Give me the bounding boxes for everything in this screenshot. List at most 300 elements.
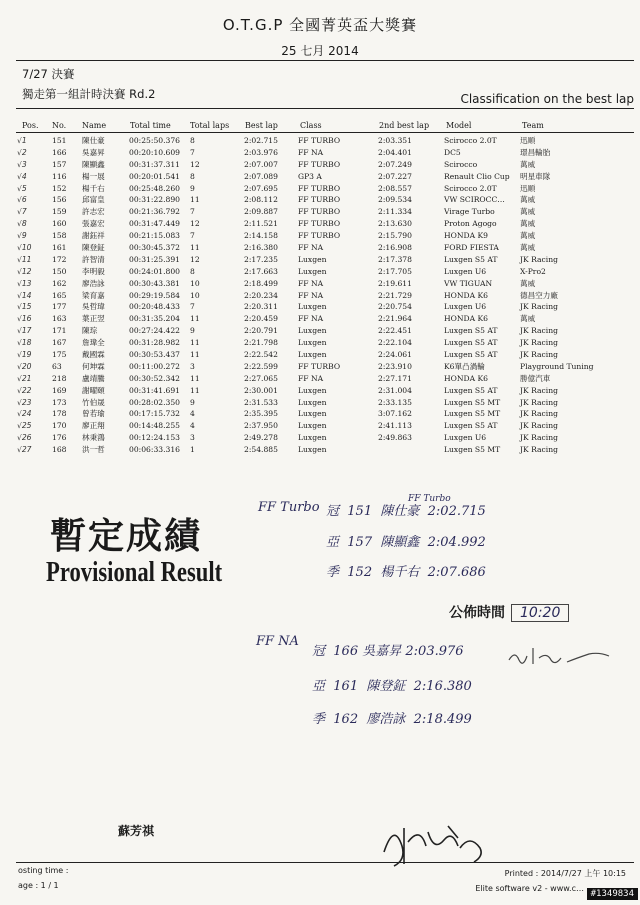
cell-second: 2:27.171 [378, 373, 412, 383]
table-row [0, 397, 640, 409]
cell-second: 2:31.004 [378, 385, 412, 395]
cell-name: 葉正翌 [82, 314, 105, 324]
cell-pos: √4 [17, 171, 27, 181]
top-divider [16, 60, 634, 61]
cell-time: 00:27:24.422 [129, 326, 181, 336]
cell-model: Luxgen S5 AT [444, 385, 498, 395]
cell-time: 00:31:47.449 [129, 219, 181, 229]
col-total-laps: Total laps [190, 121, 230, 130]
footer-divider [16, 862, 634, 863]
cell-best: 2:27.065 [244, 373, 278, 383]
cell-name: 楊一展 [82, 171, 105, 181]
ff-na-2nd: 亞 161 陳登鉦 2:16.380 [312, 679, 472, 694]
cell-pos: √13 [17, 278, 32, 288]
cell-cls: FF TURBO [298, 231, 341, 241]
cell-second: 2:09.534 [378, 195, 412, 205]
cell-team: JK Racing [520, 421, 558, 431]
cell-model: DC5 [444, 147, 461, 157]
cell-model: Luxgen S5 MT [444, 397, 501, 407]
cell-laps: 12 [190, 254, 200, 264]
cell-time: 00:31:28.982 [129, 338, 181, 348]
table-row [0, 444, 640, 456]
cell-second: 2:04.401 [378, 147, 412, 157]
cell-no: 175 [52, 350, 67, 360]
cell-laps: 8 [190, 266, 195, 276]
cell-name: 竹伯晟 [82, 397, 105, 407]
cell-best: 2:14.158 [244, 231, 278, 241]
cell-laps: 11 [190, 314, 200, 324]
cell-team: 萬威 [520, 159, 536, 169]
cell-name: 謝曜頤 [82, 385, 105, 395]
cell-cls: GP3 A [298, 171, 322, 181]
table-row [0, 171, 640, 183]
cell-laps: 9 [190, 397, 195, 407]
col-best-lap: Best lap [245, 121, 278, 130]
table-row [0, 373, 640, 385]
cell-model: HONDA K6 [444, 314, 488, 324]
cell-best: 2:16.380 [244, 243, 278, 253]
table-row [0, 301, 640, 313]
results-table [0, 135, 640, 456]
cell-best: 2:21.798 [244, 338, 278, 348]
cell-pos: √3 [17, 159, 27, 169]
cell-best: 2:03.976 [244, 147, 278, 157]
cell-time: 00:21:15.083 [129, 231, 181, 241]
cell-time: 00:24:01.800 [129, 266, 181, 276]
page-count: age : 1 / 1 [18, 881, 59, 890]
cell-laps: 9 [190, 326, 195, 336]
event-date: 25 七月 2014 [281, 44, 359, 58]
cell-team: JK Racing [520, 385, 558, 395]
cell-cls: FF TURBO [298, 136, 341, 145]
cell-second: 2:11.334 [378, 207, 412, 217]
cell-laps: 11 [190, 338, 200, 348]
table-row [0, 325, 640, 337]
cell-name: 李明毅 [82, 266, 105, 276]
cell-model: HONDA K6 [444, 373, 488, 383]
cell-time: 00:21:36.792 [129, 207, 181, 217]
cell-name: 許志宏 [82, 207, 105, 217]
cell-time: 00:14:48.255 [129, 421, 181, 431]
cell-laps: 11 [190, 350, 200, 360]
table-row [0, 159, 640, 171]
cell-second: 2:03.351 [378, 136, 412, 145]
cell-best: 2:07.007 [244, 159, 278, 169]
header-divider [16, 108, 634, 109]
cell-best: 2:07.695 [244, 183, 278, 193]
cell-pos: √12 [17, 266, 32, 276]
cell-cls: Luxgen [298, 326, 327, 336]
ff-turbo-label: FF Turbo [258, 500, 320, 515]
cell-best: 2:08.112 [244, 195, 278, 205]
table-row [0, 349, 640, 361]
cell-name: 何坤霖 [82, 361, 105, 371]
ff-na-1st: 冠 166 吳嘉昇 2:03.976 [312, 644, 464, 659]
cell-team: JK Racing [520, 302, 558, 312]
cell-time: 00:17:15.732 [129, 409, 181, 419]
cell-no: 156 [52, 195, 67, 205]
cell-laps: 7 [190, 231, 195, 241]
initials-signature [505, 640, 615, 670]
cell-model: Luxgen S5 AT [444, 338, 498, 348]
cell-pos: √23 [17, 397, 32, 407]
cell-pos: √27 [17, 445, 32, 455]
cell-model: Luxgen S5 AT [444, 254, 498, 264]
cell-no: 161 [52, 243, 67, 253]
col-class: Class [300, 121, 322, 130]
cell-second: 3:07.162 [378, 409, 412, 419]
cell-cls: Luxgen [298, 421, 327, 431]
cell-name: 戴國霖 [82, 350, 105, 360]
cell-laps: 7 [190, 207, 195, 217]
cell-cls: FF TURBO [298, 219, 341, 229]
cell-model: Luxgen U6 [444, 433, 487, 443]
col-model: Model [446, 121, 472, 130]
cell-second: 2:16.908 [378, 243, 412, 253]
table-row [0, 266, 640, 278]
cell-laps: 1 [190, 445, 195, 455]
cell-best: 2:17.235 [244, 254, 278, 264]
cell-laps: 9 [190, 183, 195, 193]
cell-cls: Luxgen [298, 338, 327, 348]
cell-laps: 3 [190, 433, 195, 443]
cell-no: 160 [52, 219, 67, 229]
cell-laps: 12 [190, 219, 200, 229]
cell-team: 德昌空力廠 [520, 290, 558, 300]
cell-time: 00:31:35.204 [129, 314, 181, 324]
cell-no: 63 [52, 361, 62, 371]
cell-pos: √21 [17, 373, 32, 383]
cell-model: Virage Turbo [444, 207, 495, 217]
cell-second: 2:21.729 [378, 290, 412, 300]
table-row [0, 385, 640, 397]
cell-cls: FF NA [298, 243, 324, 253]
cell-name: 謝鈺祥 [82, 231, 105, 241]
table-row [0, 254, 640, 266]
cell-pos: √24 [17, 409, 32, 419]
software-credit: Elite software v2 - www.c… [475, 884, 584, 893]
cell-model: FORD FIESTA [444, 243, 499, 253]
cell-second: 2:21.964 [378, 314, 412, 324]
table-row [0, 337, 640, 349]
ff-na-label: FF NA [256, 634, 299, 649]
cell-second: 2:20.754 [378, 302, 412, 312]
cell-team: JK Racing [520, 433, 558, 443]
cell-second: 2:13.630 [378, 219, 412, 229]
cell-team: JK Racing [520, 445, 558, 455]
cell-best: 2:17.663 [244, 266, 278, 276]
cell-name: 楊千右 [82, 183, 105, 193]
cell-name: 廖浩詠 [82, 278, 105, 288]
cell-best: 2:31.533 [244, 397, 278, 407]
cell-name: 林秉鴻 [82, 433, 105, 443]
cell-model: Proton Agogo [444, 219, 497, 229]
cell-time: 00:12:24.153 [129, 433, 181, 443]
cell-team: 萬威 [520, 243, 536, 253]
cell-model: Scirocco 2.0T [444, 136, 497, 145]
cell-name: 梁育嘉 [82, 290, 105, 300]
cell-pos: √11 [17, 254, 32, 264]
cell-model: Renault Clio Cup [444, 171, 510, 181]
table-row [0, 313, 640, 325]
cell-model: Luxgen S5 AT [444, 421, 498, 431]
table-row [0, 218, 640, 230]
cell-laps: 4 [190, 409, 195, 419]
cell-pos: √20 [17, 361, 32, 371]
cell-no: 159 [52, 207, 67, 217]
table-row [0, 290, 640, 302]
cell-second: 2:22.451 [378, 326, 412, 336]
cell-no: 165 [52, 290, 67, 300]
cell-laps: 3 [190, 361, 195, 371]
cell-laps: 10 [190, 278, 200, 288]
cell-no: 176 [52, 433, 67, 443]
cell-no: 178 [52, 409, 67, 419]
cell-name: 廖正翔 [82, 421, 105, 431]
cell-time: 00:20:48.433 [129, 302, 181, 312]
cell-pos: √7 [17, 207, 27, 217]
cell-pos: √26 [17, 433, 32, 443]
cell-pos: √10 [17, 243, 32, 253]
cell-name: 洪一哲 [82, 445, 105, 455]
cell-cls: FF TURBO [298, 195, 341, 205]
image-id-badge: #1349834 [587, 888, 638, 900]
cell-team: 萬威 [520, 207, 536, 217]
cell-pos: √22 [17, 385, 32, 395]
cell-no: 152 [52, 183, 67, 193]
cell-team: 璟昌輪胎 [520, 147, 551, 157]
cell-name: 詹瑋全 [82, 338, 105, 348]
cell-team: Playground Tuning [520, 361, 594, 371]
cell-second: 2:22.104 [378, 338, 412, 348]
cell-no: 116 [52, 171, 67, 181]
col-name: Name [82, 121, 107, 130]
cell-cls: FF NA [298, 373, 324, 383]
cell-team: JK Racing [520, 409, 558, 419]
cell-model: Scirocco 2.0T [444, 183, 497, 193]
cell-team: 迅順 [520, 136, 536, 145]
cell-no: 166 [52, 147, 67, 157]
cell-best: 2:22.599 [244, 361, 278, 371]
col-second-best: 2nd best lap [379, 121, 430, 130]
official-signature [378, 812, 488, 874]
cell-cls: FF NA [298, 278, 324, 288]
cell-time: 00:31:41.691 [129, 385, 181, 395]
cell-model: Luxgen S5 AT [444, 350, 498, 360]
cell-second: 2:07.249 [378, 159, 412, 169]
cell-pos: √25 [17, 421, 32, 431]
cell-name: 吳嘉昇 [82, 147, 105, 157]
cell-laps: 4 [190, 421, 195, 431]
cell-best: 2:20.459 [244, 314, 278, 324]
cell-model: Luxgen U6 [444, 266, 487, 276]
cell-pos: √2 [17, 147, 27, 157]
ff-turbo-margin-note: FF Turbo [408, 494, 451, 504]
round-label: 7/27 決賽 [22, 67, 75, 81]
cell-model: VW TIGUAN [444, 278, 493, 288]
cell-cls: FF TURBO [298, 207, 341, 217]
table-row [0, 420, 640, 432]
cell-pos: √14 [17, 290, 32, 300]
cell-no: 168 [52, 445, 67, 455]
publish-time: 公佈時間 10:20 [449, 602, 569, 622]
cell-no: 158 [52, 231, 67, 241]
cell-cls: Luxgen [298, 397, 327, 407]
col-team: Team [522, 121, 544, 130]
cell-time: 00:06:33.316 [129, 445, 181, 455]
cell-laps: 8 [190, 136, 195, 145]
cell-pos: √17 [17, 326, 32, 336]
cell-no: 157 [52, 159, 67, 169]
cell-team: JK Racing [520, 338, 558, 348]
cell-model: K6單凸渦輪 [444, 361, 485, 371]
cell-cls: Luxgen [298, 433, 327, 443]
cell-team: 萬威 [520, 231, 536, 241]
cell-time: 00:30:52.342 [129, 373, 181, 383]
cell-best: 2:30.001 [244, 385, 278, 395]
table-row [0, 194, 640, 206]
cell-second: 2:23.910 [378, 361, 412, 371]
cell-team: 明星車隊 [520, 171, 551, 181]
race-label: 獨走第一組計時決賽 Rd.2 [22, 87, 156, 101]
cell-best: 2:35.395 [244, 409, 278, 419]
cell-second: 2:07.227 [378, 171, 412, 181]
cell-name: 盧靖騰 [82, 373, 105, 383]
cell-no: 162 [52, 278, 67, 288]
cell-pos: √8 [17, 219, 27, 229]
cell-laps: 11 [190, 373, 200, 383]
cell-time: 00:30:45.372 [129, 243, 181, 253]
cell-cls: FF NA [298, 290, 324, 300]
table-row [0, 278, 640, 290]
cell-model: Luxgen S5 MT [444, 409, 501, 419]
cell-pos: √9 [17, 231, 27, 241]
classification-label: Classification on the best lap [460, 92, 634, 106]
provisional-stamp-zh: 暫定成績 [50, 515, 203, 557]
cell-best: 2:54.885 [244, 445, 278, 455]
table-row [0, 147, 640, 159]
cell-name: 吳哲瑋 [82, 302, 105, 312]
cell-model: HONDA K9 [444, 231, 488, 241]
cell-no: 163 [52, 314, 67, 324]
cell-best: 2:02.715 [244, 136, 278, 145]
cell-team: X-Pro2 [520, 266, 546, 276]
cell-no: 171 [52, 326, 67, 336]
cell-best: 2:20.234 [244, 290, 278, 300]
cell-no: 177 [52, 302, 67, 312]
cell-pos: √19 [17, 350, 32, 360]
cell-cls: Luxgen [298, 266, 327, 276]
cell-cls: Luxgen [298, 350, 327, 360]
cell-best: 2:11.521 [244, 219, 278, 229]
cell-second: 2:24.061 [378, 350, 412, 360]
cell-cls: Luxgen [298, 445, 327, 455]
cell-time: 00:31:22.890 [129, 195, 181, 205]
table-row [0, 183, 640, 195]
cell-second: 2:17.705 [378, 266, 412, 276]
cell-best: 2:37.950 [244, 421, 278, 431]
cell-cls: Luxgen [298, 254, 327, 264]
cell-no: 167 [52, 338, 67, 348]
cell-team: 萬威 [520, 195, 536, 205]
cell-no: 169 [52, 385, 67, 395]
cell-model: HONDA K6 [444, 290, 488, 300]
cell-best: 2:20.791 [244, 326, 278, 336]
cell-cls: Luxgen [298, 385, 327, 395]
cell-time: 00:29:19.584 [129, 290, 181, 300]
cell-name: 許智清 [82, 254, 105, 264]
steward-name: 蘇芳祺 [118, 824, 155, 838]
cell-second: 2:08.557 [378, 183, 412, 193]
event-title: O.T.G.P 全國菁英盃大獎賽 [222, 16, 418, 34]
cell-no: 172 [52, 254, 67, 264]
cell-team: 萬威 [520, 219, 536, 229]
cell-team: 萬威 [520, 278, 536, 288]
cell-laps: 10 [190, 290, 200, 300]
cell-name: 曾若瑜 [82, 409, 105, 419]
cell-laps: 11 [190, 195, 200, 205]
cell-laps: 11 [190, 385, 200, 395]
cell-time: 00:25:48.260 [129, 183, 181, 193]
cell-pos: √1 [17, 136, 27, 145]
cell-no: 170 [52, 421, 67, 431]
cell-second: 2:19.611 [378, 278, 412, 288]
cell-best: 2:07.089 [244, 171, 278, 181]
cell-name: 陳顯鑫 [82, 159, 105, 169]
cell-cls: FF TURBO [298, 159, 341, 169]
cell-best: 2:18.499 [244, 278, 278, 288]
cell-laps: 8 [190, 171, 195, 181]
table-row [0, 408, 640, 420]
ff-turbo-2nd: 亞 157 陳顯鑫 2:04.992 [326, 535, 486, 550]
cell-time: 00:25:50.376 [129, 136, 181, 145]
cell-model: Luxgen S5 AT [444, 326, 498, 336]
cell-name: 陳仕豪 [82, 136, 105, 145]
cell-name: 張嘉宏 [82, 219, 105, 229]
ff-turbo-3rd: 季 152 楊千右 2:07.686 [326, 565, 486, 580]
table-row [0, 230, 640, 242]
cell-best: 2:09.887 [244, 207, 278, 217]
cell-laps: 7 [190, 147, 195, 157]
table-row [0, 361, 640, 373]
cell-time: 00:31:37.311 [129, 159, 181, 169]
cell-team: JK Racing [520, 397, 558, 407]
col-total-time: Total time [130, 121, 171, 130]
cell-time: 00:28:02.350 [129, 397, 181, 407]
cell-pos: √16 [17, 314, 32, 324]
cell-team: JK Racing [520, 326, 558, 336]
cell-second: 2:15.790 [378, 231, 412, 241]
cell-pos: √6 [17, 195, 27, 205]
cell-laps: 12 [190, 159, 200, 169]
printed-time: Printed : 2014/7/27 上午 10:15 [504, 869, 626, 878]
cell-pos: √18 [17, 338, 32, 348]
table-row [0, 135, 640, 147]
cell-pos: √15 [17, 302, 32, 312]
cell-laps: 7 [190, 302, 195, 312]
cell-second: 2:33.135 [378, 397, 412, 407]
table-row [0, 206, 640, 218]
cell-no: 150 [52, 266, 67, 276]
ff-turbo-1st: 冠 151 陳仕豪 2:02.715 [326, 504, 486, 519]
cell-model: VW SCIROCC… [444, 195, 505, 205]
cell-time: 00:20:01.541 [129, 171, 181, 181]
cell-team: JK Racing [520, 350, 558, 360]
cell-best: 2:49.278 [244, 433, 278, 443]
cell-second: 2:41.113 [378, 421, 412, 431]
cell-team: 迅順 [520, 183, 536, 193]
cell-second: 2:49.863 [378, 433, 412, 443]
